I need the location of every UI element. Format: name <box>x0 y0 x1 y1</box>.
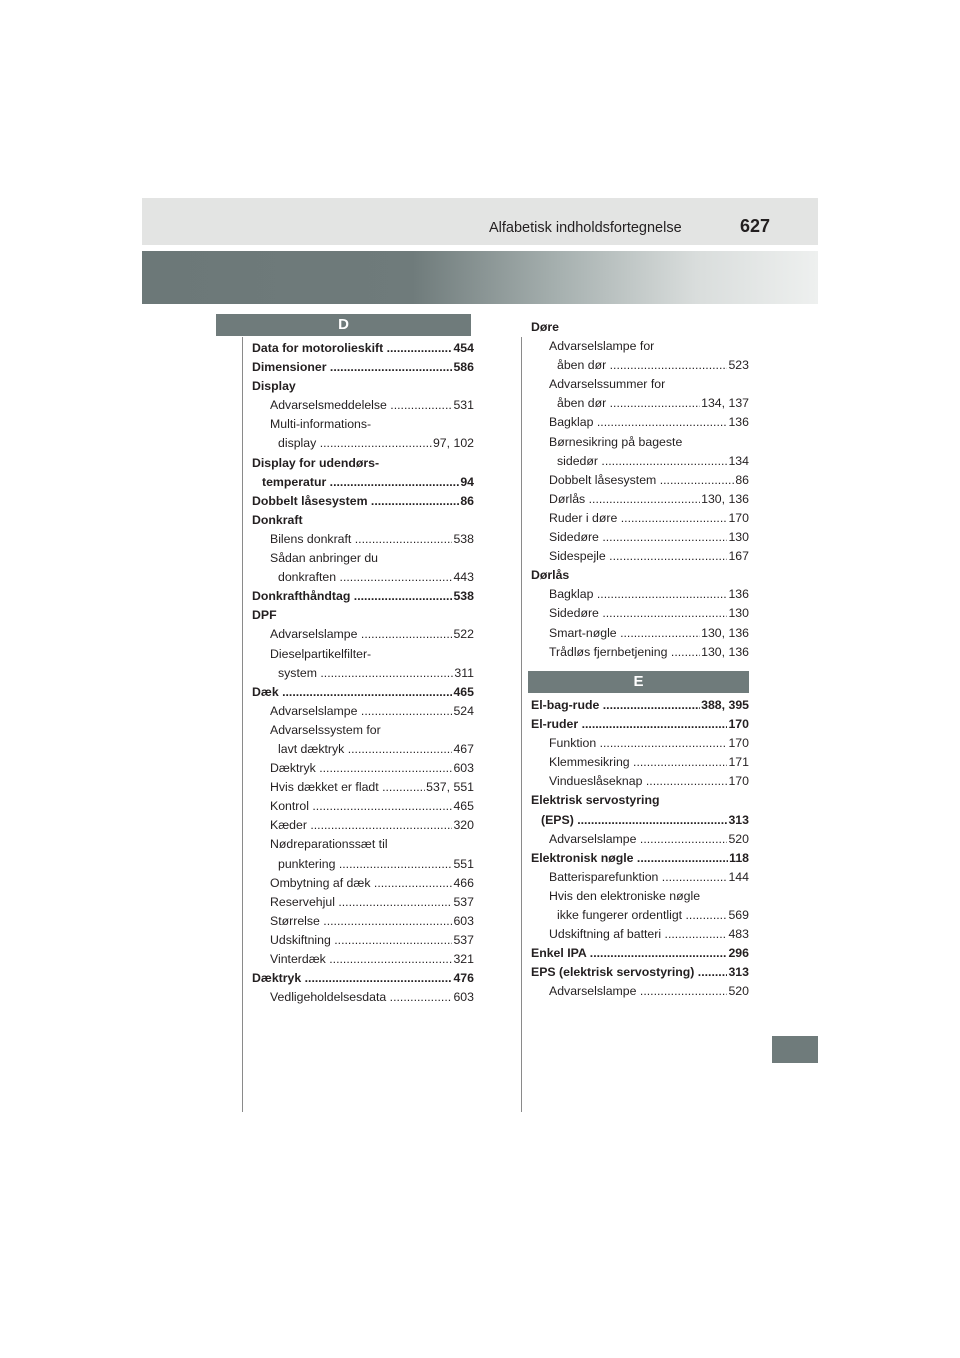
index-entry-term: Ruder i døre ..... <box>549 509 749 528</box>
index-entry-page: 537, 551 <box>425 778 474 797</box>
page-title: Alfabetisk indholdsfortegnelse <box>489 220 682 236</box>
index-entry-page: 537 <box>452 893 474 912</box>
index-entry-page: 296 <box>727 944 749 963</box>
index-entry <box>270 816 474 835</box>
index-entry-term: Advarselslampe ..... <box>549 830 749 849</box>
index-entry-term: Advarselslampe ..... <box>270 702 474 721</box>
index-entry-page: 94 <box>459 473 474 492</box>
index-entry <box>278 855 474 874</box>
index-entry <box>270 530 474 549</box>
index-entry-term: Sådan anbringer du <box>270 551 379 566</box>
index-entry-page: 465 <box>452 683 474 702</box>
index-entry-term: Reservehjul ..... <box>270 893 474 912</box>
index-entry <box>270 893 474 912</box>
index-entry <box>252 683 474 702</box>
index-entry-term: Trådløs fjernbetjening ..... <box>549 643 749 662</box>
index-entry-page: 86 <box>734 471 749 490</box>
section-header-e: E <box>528 671 749 693</box>
index-entry-page: 118 <box>728 849 749 868</box>
index-entry-term: system ..... <box>278 664 474 683</box>
index-entry <box>270 931 474 950</box>
index-entry-term: Smart-nøgle ..... <box>549 624 749 643</box>
index-entry <box>549 624 749 643</box>
index-entry <box>549 868 749 887</box>
index-entry <box>557 452 749 471</box>
index-entry-page: 465 <box>452 797 474 816</box>
index-entry <box>549 753 749 772</box>
index-entry-term: Vinterdæk ..... <box>270 950 474 969</box>
index-entry-term: Dørlås <box>531 568 570 583</box>
index-entry <box>549 433 749 452</box>
index-entry-page: 170 <box>727 715 749 734</box>
index-entry-page: 586 <box>452 358 474 377</box>
index-entry-term: Batterisparefunktion ..... <box>549 868 749 887</box>
index-entry-page: 520 <box>727 982 749 1001</box>
index-entry-term: El-ruder ..... <box>531 715 749 734</box>
index-entry <box>549 413 749 432</box>
index-entry-term: sidedør ..... <box>557 452 749 471</box>
index-entry <box>549 547 749 566</box>
index-entry-page: 603 <box>452 912 474 931</box>
index-entry-term: Advarselsmeddelelse ..... <box>270 396 474 415</box>
index-entry-term: Elektrisk servostyring <box>531 793 660 808</box>
index-entry <box>270 645 474 664</box>
index-entry-term: (EPS) ..... <box>541 811 749 830</box>
index-entry <box>557 356 749 375</box>
index-entry-term: Størrelse ..... <box>270 912 474 931</box>
index-entry <box>278 568 474 587</box>
index-entry <box>270 759 474 778</box>
index-entry-page: 603 <box>452 759 474 778</box>
index-entry <box>278 664 474 683</box>
index-entry-term: Donkraft <box>252 512 303 527</box>
index-entry-term: Multi-informations- <box>270 417 372 432</box>
index-entry-term: Kæder ..... <box>270 816 474 835</box>
page-number: 627 <box>740 216 771 236</box>
index-entry-term: Nødreparationssæt til <box>270 837 388 852</box>
index-entry <box>270 950 474 969</box>
index-entry-page: 538 <box>452 530 474 549</box>
index-entry-page: 520 <box>727 830 749 849</box>
index-entry-term: donkraften ..... <box>278 568 474 587</box>
index-entry <box>252 377 474 396</box>
index-entry-term: Donkrafthåndtag ..... <box>252 587 474 606</box>
index-entry-term: display ..... <box>278 434 474 453</box>
index-entry <box>541 811 749 830</box>
index-entry-term: Sidespejle ..... <box>549 547 749 566</box>
index-entry-term: Display <box>252 379 296 394</box>
index-entry-page: 136 <box>727 585 749 604</box>
index-entry-page: 311 <box>453 664 474 683</box>
index-entry-page: 130, 136 <box>700 624 749 643</box>
index-entry-term: Data for motorolieskift ..... <box>252 339 474 358</box>
index-entry <box>278 434 474 453</box>
index-entry <box>549 585 749 604</box>
index-entry-page: 167 <box>727 547 749 566</box>
index-entry-term: Døre <box>531 320 560 334</box>
index-entry-term: Klemmesikring ..... <box>549 753 749 772</box>
index-entry <box>270 874 474 893</box>
index-entry-page: 537 <box>452 931 474 950</box>
index-entry-page: 531 <box>452 396 474 415</box>
index-entry-page: 321 <box>452 950 474 969</box>
index-entry-term: Dobbelt låsesystem ..... <box>549 471 749 490</box>
index-entry <box>557 394 749 413</box>
index-entry-page: 130, 136 <box>700 490 749 509</box>
index-entry <box>270 988 474 1007</box>
index-entry <box>252 511 474 530</box>
index-entry <box>557 906 749 925</box>
index-entry <box>549 925 749 944</box>
index-entry-term: Display for udendørs- <box>252 455 380 470</box>
index-entry-page: 443 <box>452 568 474 587</box>
index-entry-term: El-bag-rude ..... <box>531 696 749 715</box>
index-entry <box>531 715 749 734</box>
index-entry-term: Børnesikring på bageste <box>549 434 683 449</box>
column-divider-left <box>242 337 243 1112</box>
index-entry-term: Udskiftning ..... <box>270 931 474 950</box>
index-entry <box>270 778 474 797</box>
index-entry <box>262 473 474 492</box>
index-entry-page: 144 <box>727 868 749 887</box>
index-entry <box>270 415 474 434</box>
index-entry <box>252 358 474 377</box>
chapter-tab <box>772 1036 818 1063</box>
index-entry-page: 538 <box>452 587 474 606</box>
index-entry <box>531 944 749 963</box>
index-entry <box>549 375 749 394</box>
index-entry <box>270 549 474 568</box>
index-entry <box>270 721 474 740</box>
index-entry <box>531 791 749 810</box>
index-entry-page: 522 <box>452 625 474 644</box>
index-entry <box>549 772 749 791</box>
index-entry <box>252 969 474 988</box>
index-entry <box>252 492 474 511</box>
index-entry <box>531 963 749 982</box>
index-entry <box>531 849 749 868</box>
index-entry-term: Advarselslampe ..... <box>270 625 474 644</box>
index-entry-term: Enkel IPA ..... <box>531 944 749 963</box>
index-column-right-e <box>531 696 749 1002</box>
index-entry-page: 483 <box>727 925 749 944</box>
index-entry-page: 97, 102 <box>432 434 474 453</box>
index-entry-term: Sidedøre ..... <box>549 528 749 547</box>
index-entry-term: Sidedøre ..... <box>549 604 749 623</box>
index-entry-term: åben dør ..... <box>557 356 749 375</box>
index-entry-page: 523 <box>727 356 749 375</box>
index-entry-page: 170 <box>727 772 749 791</box>
index-entry-page: 171 <box>727 753 749 772</box>
index-entry-term: Bagklap ..... <box>549 585 749 604</box>
index-entry <box>531 566 749 585</box>
index-entry-page: 476 <box>452 969 474 988</box>
index-entry <box>270 702 474 721</box>
index-entry <box>531 696 749 715</box>
index-entry-term: Dobbelt låsesystem ..... <box>252 492 474 511</box>
index-entry-term: EPS (elektrisk servostyring) ..... <box>531 963 749 982</box>
column-divider-right <box>521 337 522 1112</box>
header-gradient-band <box>142 251 818 304</box>
index-entry <box>252 606 474 625</box>
index-entry-term: punktering ..... <box>278 855 474 874</box>
index-entry <box>252 339 474 358</box>
index-entry-term: temperatur ..... <box>262 473 474 492</box>
index-entry-page: 313 <box>727 811 749 830</box>
index-entry-term: Funktion ..... <box>549 734 749 753</box>
index-entry-term: Vedligeholdelsesdata ..... <box>270 988 474 1007</box>
index-entry-term: ikke fungerer ordentligt ..... <box>557 906 749 925</box>
index-entry-page: 466 <box>452 874 474 893</box>
index-entry-page: 130, 136 <box>700 643 749 662</box>
index-entry-page: 388, 395 <box>700 696 749 715</box>
index-entry <box>549 887 749 906</box>
header-bar <box>142 198 818 245</box>
index-entry-page: 86 <box>459 492 474 511</box>
index-entry-term: Dieselpartikelfilter- <box>270 646 372 661</box>
index-entry-term: Bagklap ..... <box>549 413 749 432</box>
index-column-left <box>252 339 474 1007</box>
index-entry <box>270 625 474 644</box>
index-entry-term: Advarselssystem for <box>270 722 381 737</box>
index-entry-page: 130 <box>727 604 749 623</box>
index-entry-term: Dæktryk ..... <box>270 759 474 778</box>
index-entry-page: 136 <box>727 413 749 432</box>
index-entry <box>549 643 749 662</box>
index-entry <box>549 337 749 356</box>
index-entry <box>549 830 749 849</box>
index-entry-page: 130 <box>727 528 749 547</box>
index-entry-page: 134 <box>727 452 749 471</box>
index-entry-term: Vindueslåseknap ..... <box>549 772 749 791</box>
section-header-d: D <box>216 314 471 336</box>
index-entry-page: 170 <box>727 734 749 753</box>
index-entry <box>549 734 749 753</box>
index-entry <box>549 528 749 547</box>
index-entry <box>278 740 474 759</box>
index-entry <box>549 509 749 528</box>
index-column-right-d <box>531 318 749 662</box>
index-entry-term: Advarselslampe ..... <box>549 982 749 1001</box>
index-entry-page: 551 <box>452 855 474 874</box>
index-entry <box>252 454 474 473</box>
index-entry <box>531 318 749 337</box>
index-entry-page: 603 <box>452 988 474 1007</box>
index-entry-page: 313 <box>727 963 749 982</box>
index-entry-term: DPF <box>252 608 277 623</box>
index-entry-term: lavt dæktryk ..... <box>278 740 474 759</box>
index-entry-term: Ombytning af dæk ..... <box>270 874 474 893</box>
index-entry-page: 569 <box>727 906 749 925</box>
index-entry-term: åben dør ..... <box>557 394 749 413</box>
index-entry-page: 320 <box>452 816 474 835</box>
index-entry-term: Advarselslampe for <box>549 339 655 354</box>
index-entry <box>252 587 474 606</box>
index-entry-term: Hvis den elektroniske nøgle <box>549 888 701 903</box>
index-entry-page: 524 <box>452 702 474 721</box>
index-entry-page: 467 <box>452 740 474 759</box>
index-entry <box>270 835 474 854</box>
index-entry-term: Bilens donkraft ..... <box>270 530 474 549</box>
index-entry-page: 170 <box>727 509 749 528</box>
index-entry-term: Kontrol ..... <box>270 797 474 816</box>
index-entry-term: Dimensioner ..... <box>252 358 474 377</box>
index-entry-page: 134, 137 <box>700 394 749 413</box>
index-entry-term: Udskiftning af batteri ..... <box>549 925 749 944</box>
index-entry-term: Advarselssummer for <box>549 377 666 392</box>
index-entry <box>549 604 749 623</box>
index-entry-term: Dæktryk ..... <box>252 969 474 988</box>
index-entry-term: Dæk ..... <box>252 683 474 702</box>
index-entry-page: 454 <box>452 339 474 358</box>
index-entry <box>549 490 749 509</box>
index-entry <box>549 471 749 490</box>
index-entry <box>549 982 749 1001</box>
index-entry <box>270 396 474 415</box>
index-entry-term: Hvis dækket er fladt ..... <box>270 778 474 797</box>
index-entry-term: Elektronisk nøgle ..... <box>531 849 749 868</box>
index-entry <box>270 912 474 931</box>
index-entry <box>270 797 474 816</box>
index-entry-term: Dørlås ..... <box>549 490 749 509</box>
